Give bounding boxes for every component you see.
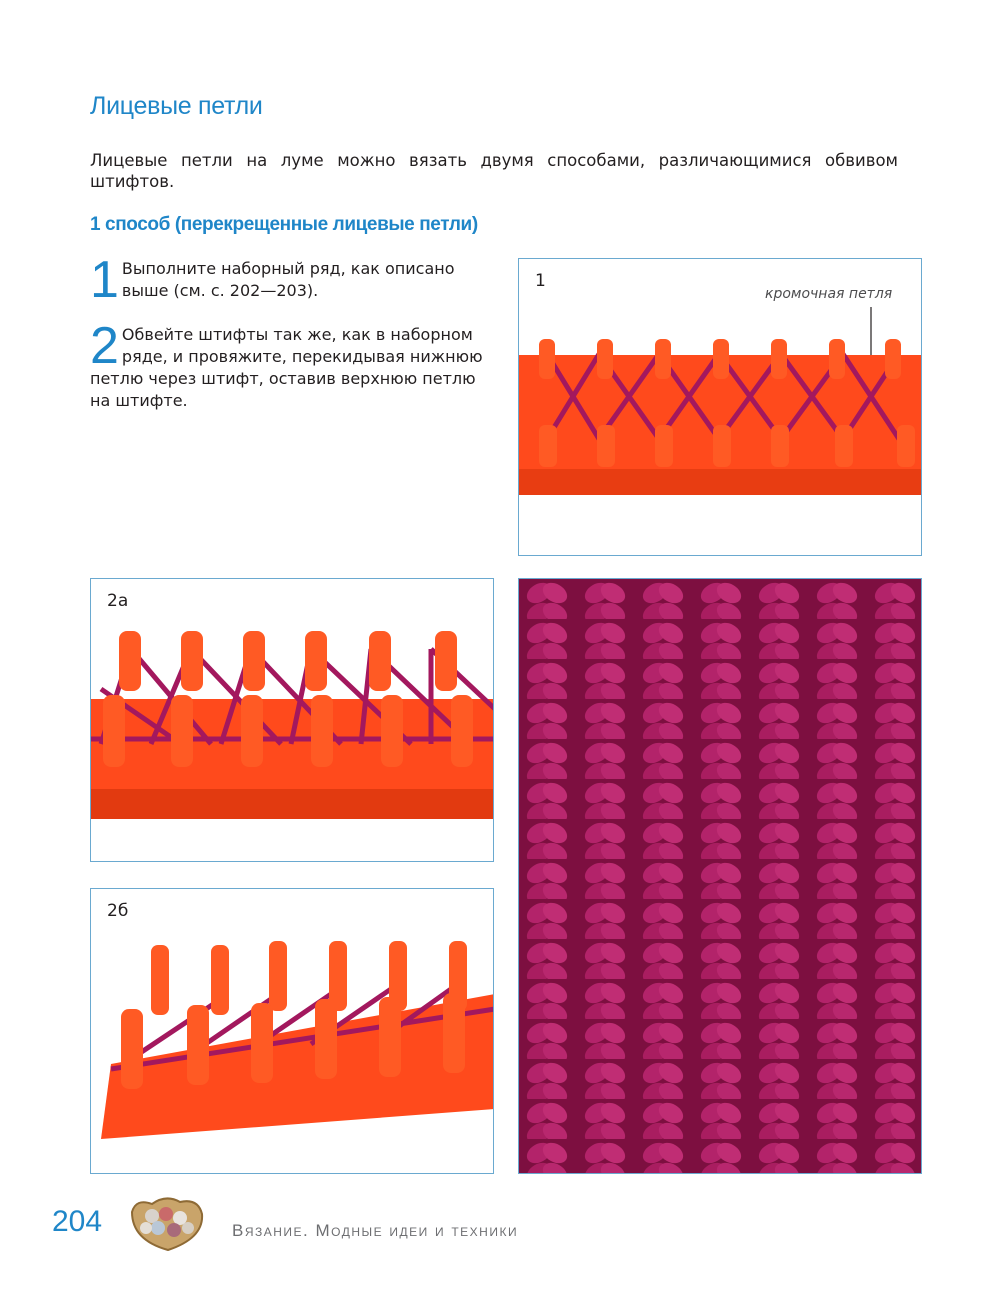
loom-photo-2a <box>91 579 494 862</box>
yarn-basket-icon <box>128 1194 206 1252</box>
figure-label: 2б <box>107 901 129 921</box>
step-1 <box>90 251 490 309</box>
edge-loop-annotation: кромочная петля <box>765 286 893 302</box>
loom-photo-1 <box>519 259 922 556</box>
step-number: 1 <box>90 251 119 309</box>
step-number: 2 <box>90 317 119 375</box>
figure-label: 2а <box>107 591 129 611</box>
figure-2a <box>90 578 494 862</box>
step-text: Выполните наборный ряд, как описано выше (см. с. 202—203). <box>121 259 455 300</box>
method-title: 1 способ (перекрещенные лицевые петли) <box>90 214 478 235</box>
figure-label: 1 <box>535 271 546 291</box>
section-heading: Лицевые петли <box>90 92 263 120</box>
step-text: Обвейте штифты так же, как в наборном ряде, и провяжите, перекидывая нижнюю петлю через штифт, оставив верхнюю петлю на штифте. <box>90 325 483 410</box>
page-number: 204 <box>52 1205 103 1238</box>
knitted-texture <box>519 579 922 1174</box>
step-2 <box>90 317 490 412</box>
figure-1 <box>518 258 922 556</box>
running-head: Вязание. Модные идеи и техники <box>232 1221 519 1240</box>
figure-2b <box>90 888 494 1174</box>
intro-paragraph: Лицевые петли на луме можно вязать двумя способами, различающимися обвивом штифтов. <box>90 151 898 191</box>
loom-photo-2b <box>91 889 494 1174</box>
knitted-sample-photo <box>518 578 922 1174</box>
